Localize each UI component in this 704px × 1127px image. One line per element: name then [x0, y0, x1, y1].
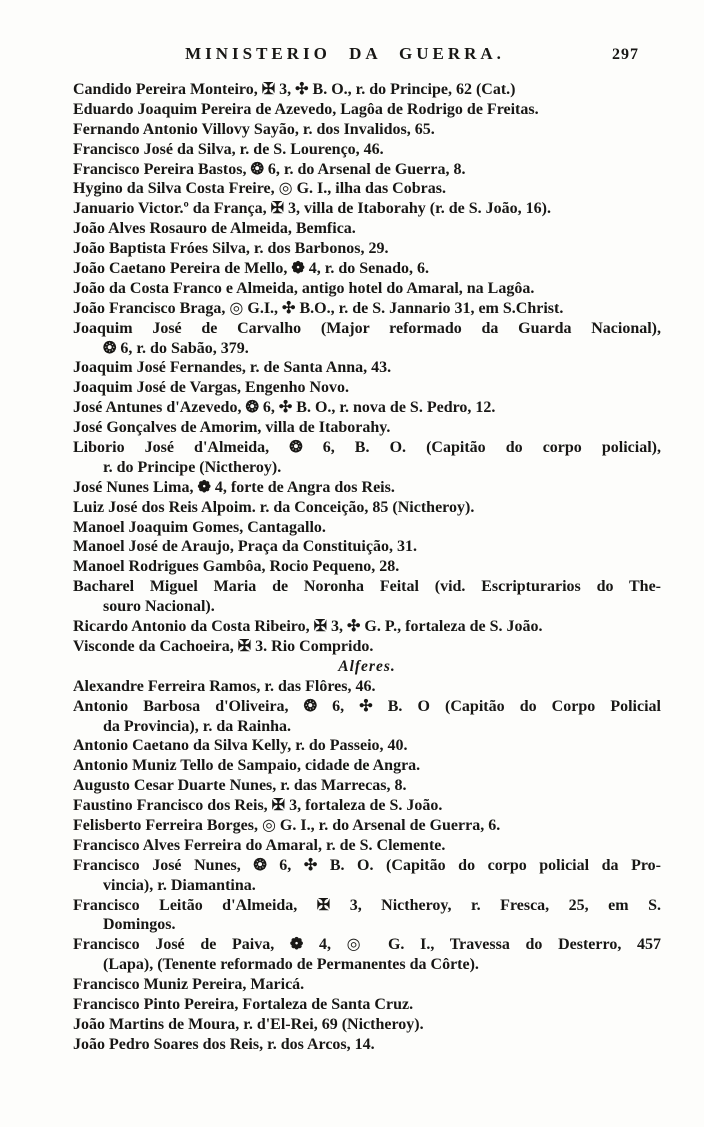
directory-entry-line: Manoel Joaquim Gomes, Cantagallo. [73, 518, 326, 536]
directory-entry-line: Hygino da Silva Costa Freire, ◎ G. I., ilha das Cobras. [73, 180, 446, 198]
directory-entry-line: Ricardo Antonio da Costa Ribeiro, ✠ 3, ✣ G. P., fortaleza de S. João. [73, 618, 543, 636]
directory-entry-line: José Gonçalves de Amorim, villa de Itaborahy. [73, 419, 391, 437]
directory-entry-line: Luiz José dos Reis Alpoim. r. da Conceição, 85 (Nictheroy). [73, 498, 475, 516]
directory-entry-line: Francisco José de Paiva, ❁ 4, ◎ G. I., Travessa do Desterro, 457 [73, 936, 661, 954]
directory-entry-line: João Caetano Pereira de Mello, ❁ 4, r. do Senado, 6. [73, 260, 430, 278]
directory-entry-line: Liborio José d'Almeida, ❂ 6, B. O. (Capitão do corpo policial), [73, 439, 661, 457]
directory-entry-line: Francisco Pereira Bastos, ❂ 6, r. do Arsenal de Guerra, 8. [73, 160, 466, 178]
entry-continuation-line: r. do Principe (Nictheroy). [103, 458, 282, 476]
directory-entry-line: Francisco Alves Ferreira do Amaral, r. de S. Clemente. [73, 836, 446, 854]
directory-entry-line: Januario Victor.º da França, ✠ 3, villa de Itaborahy (r. de S. João, 16). [73, 200, 551, 218]
directory-entry-line: Manoel Rodrigues Gambôa, Rocio Pequeno, 28. [73, 558, 400, 576]
directory-entry-line: João Pedro Soares dos Reis, r. dos Arcos, 14. [73, 1035, 375, 1053]
entry-continuation-line: ❂ 6, r. do Sabão, 379. [103, 339, 249, 357]
directory-entry-line: Joaquim José de Carvalho (Major reformado da Guarda Nacional), [73, 319, 661, 337]
directory-entry-line: João Alves Rosauro de Almeida, Bemfica. [73, 220, 356, 238]
page-header-title: MINISTERIO DA GUERRA. [185, 44, 505, 63]
directory-entry-line: João Martins de Moura, r. d'El-Rei, 69 (Nictheroy). [73, 1015, 424, 1033]
directory-entry-line: João da Costa Franco e Almeida, antigo hotel do Amaral, na Lagôa. [73, 279, 535, 297]
directory-entry-line: Augusto Cesar Duarte Nunes, r. das Marrecas, 8. [73, 777, 407, 795]
directory-entry-line: Joaquim José de Vargas, Engenho Novo. [73, 379, 350, 397]
directory-entry-line: Visconde da Cachoeira, ✠ 3. Rio Comprido. [73, 637, 374, 655]
directory-entry-line: Antonio Muniz Tello de Sampaio, cidade de Angra. [73, 757, 421, 775]
directory-entry-line: Eduardo Joaquim Pereira de Azevedo, Lagôa de Rodrigo de Freitas. [73, 100, 539, 118]
directory-entry-line: Alexandre Ferreira Ramos, r. das Flôres, 46. [73, 677, 376, 695]
entry-continuation-line: da Provincia), r. da Rainha. [103, 717, 292, 735]
directory-entry-line: José Antunes d'Azevedo, ❂ 6, ✣ B. O., r. nova de S. Pedro, 12. [73, 399, 496, 417]
directory-entry-line: José Nunes Lima, ❁ 4, forte de Angra dos Reis. [73, 478, 395, 496]
directory-entry-line: Joaquim José Fernandes, r. de Santa Anna, 43. [73, 359, 392, 377]
directory-entry-line: Francisco José da Silva, r. de S. Lourenço, 46. [73, 140, 384, 158]
entry-continuation-line: (Lapa), (Tenente reformado de Permanentes da Côrte). [103, 956, 479, 974]
entry-continuation-line: vincia), r. Diamantina. [103, 876, 256, 894]
directory-entry-line: Francisco José Nunes, ❂ 6, ✣ B. O. (Capitão do corpo policial da Pro- [73, 856, 661, 874]
directory-entry-line: Manoel José de Araujo, Praça da Constituição, 31. [73, 538, 417, 556]
page-header [73, 44, 661, 66]
directory-entry-line: Francisco Leitão d'Almeida, ✠ 3, Nictheroy, r. Fresca, 25, em S. [73, 896, 661, 914]
directory-entry-line: Antonio Barbosa d'Oliveira, ❂ 6, ✣ B. O (Capitão do Corpo Policial [73, 697, 661, 715]
directory-entry-line: Felisberto Ferreira Borges, ◎ G. I., r. do Arsenal de Guerra, 6. [73, 816, 501, 834]
entry-continuation-line: souro Nacional). [103, 598, 215, 616]
directory-entry-line: Francisco Muniz Pereira, Maricá. [73, 976, 305, 994]
entry-continuation-line: Domingos. [103, 916, 176, 934]
rank-section-heading: Alferes. [338, 657, 396, 675]
directory-entry-line: Faustino Francisco dos Reis, ✠ 3, fortaleza de S. João. [73, 797, 443, 815]
directory-entry-line: Fernando Antonio Villovy Sayão, r. dos Invalidos, 65. [73, 120, 435, 138]
directory-entry-line: Bacharel Miguel Maria de Noronha Feital (vid. Escripturarios do The- [73, 578, 661, 596]
directory-entry-line: João Francisco Braga, ◎ G.I., ✣ B.O., r. de S. Jannario 31, em S.Christ. [73, 299, 564, 317]
page-body [73, 80, 661, 1055]
page-number: 297 [612, 46, 639, 63]
directory-entry-line: Candido Pereira Monteiro, ✠ 3, ✣ B. O., r. do Principe, 62 (Cat.) [73, 81, 516, 98]
directory-entry-line: João Baptista Fróes Silva, r. dos Barbonos, 29. [73, 240, 389, 258]
directory-entry-line: Antonio Caetano da Silva Kelly, r. do Passeio, 40. [73, 737, 408, 755]
directory-entry-line: Francisco Pinto Pereira, Fortaleza de Santa Cruz. [73, 995, 414, 1013]
